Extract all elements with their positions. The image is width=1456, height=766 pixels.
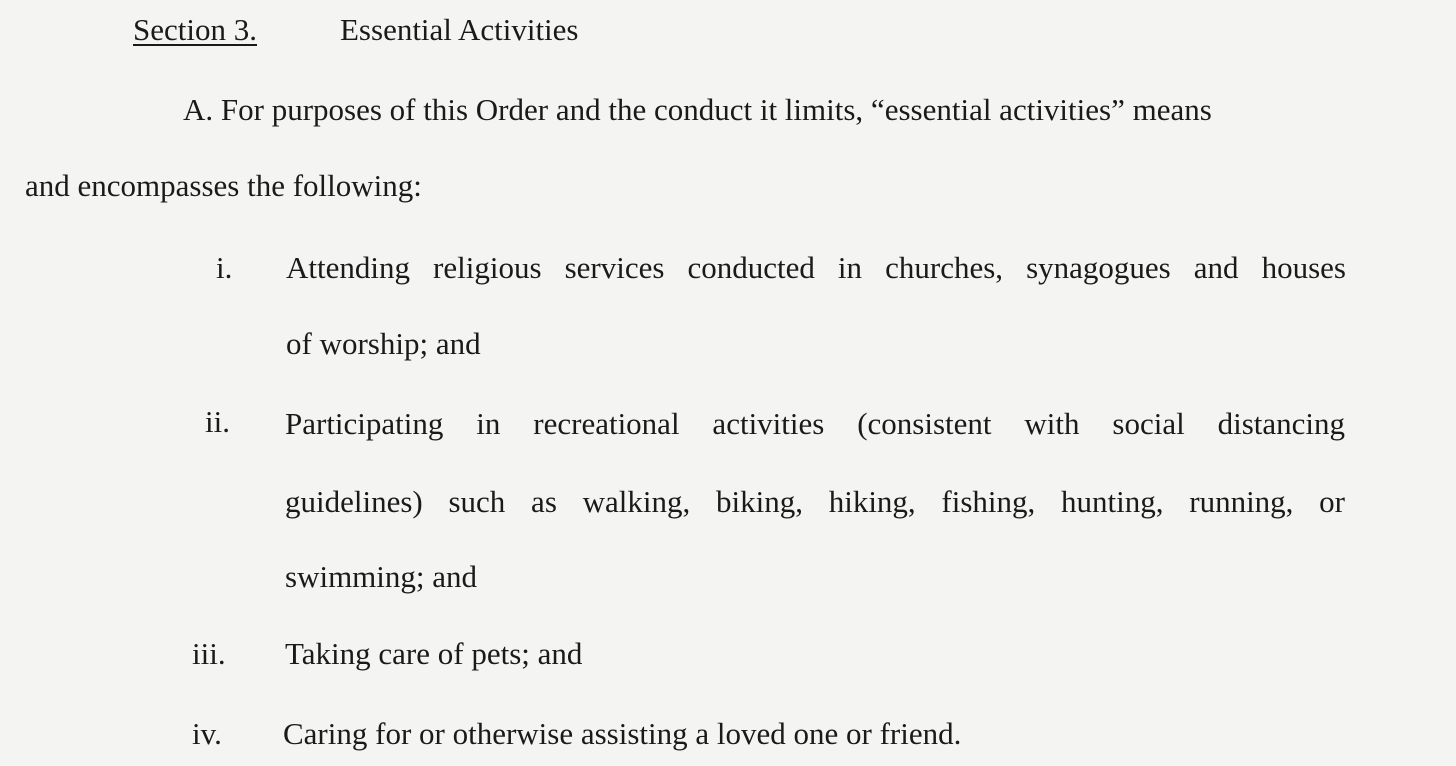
item-text-line: Attending religious services conducted in churches, synagogues and houses <box>286 250 1346 285</box>
item-text-line: guidelines) such as walking, biking, hiking, fishing, hunting, running, or <box>285 484 1345 519</box>
section-number: Section 3. <box>133 12 257 47</box>
item-numeral: ii. <box>205 404 230 439</box>
item-numeral: iv. <box>192 716 222 751</box>
item-text-line: Participating in recreational activities (consistent with social distancing <box>285 406 1345 441</box>
item-text-line: Taking care of pets; and <box>285 636 583 671</box>
paragraph-a-line-1: A. For purposes of this Order and the conduct it limits, “essential activities” means <box>183 92 1212 127</box>
item-text-line: Caring for or otherwise assisting a loved one or friend. <box>283 716 962 751</box>
paragraph-a-line-2: and encompasses the following: <box>25 168 422 203</box>
item-numeral: i. <box>216 250 233 285</box>
item-text-line: swimming; and <box>285 559 478 594</box>
section-title: Essential Activities <box>340 12 579 47</box>
item-text-line: of worship; and <box>286 326 481 361</box>
item-numeral: iii. <box>192 636 226 671</box>
